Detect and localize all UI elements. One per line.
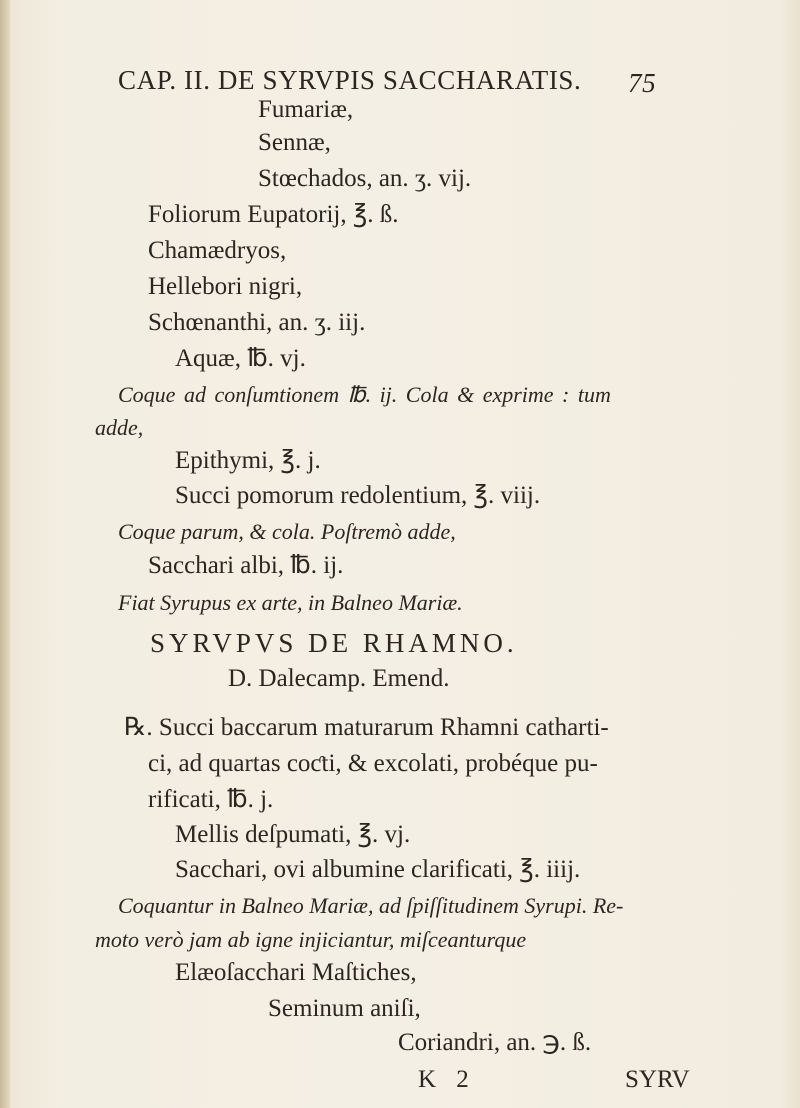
text-line: ℞. Succi baccarum maturarum Rhamni catharti- xyxy=(124,714,609,741)
signature-mark: K 2 xyxy=(418,1066,469,1093)
text-line: Hellebori nigri, xyxy=(148,273,303,300)
running-head: CAP. II. DE SYRVPIS SACCHARATIS. xyxy=(118,65,582,95)
binding-edge xyxy=(0,0,10,1108)
text-line: Sennæ, xyxy=(258,129,331,156)
text-line: Fumariæ, xyxy=(258,96,354,123)
text-line: rificati, ℔. j. xyxy=(148,786,274,813)
text-line: Coquantur in Balneo Mariæ, ad ſpiſſitudinem Syrupi. Re- xyxy=(118,893,624,918)
text-line: Sacchari, ovi albumine clarificati, ℥. iiij. xyxy=(175,856,581,883)
section-subtitle: D. Dalecamp. Emend. xyxy=(228,665,450,692)
text-line: Schœnanthi, an. ʒ. iij. xyxy=(148,309,366,336)
text-line: Coriandri, an. ℈. ß. xyxy=(398,1029,592,1056)
text-line: Elæoſacchari Maſtiches, xyxy=(175,959,417,986)
text-line: ci, ad quartas coƈti, & excolati, probéque pu- xyxy=(148,750,598,777)
text-line: Foliorum Eupatorij, ℥. ß. xyxy=(148,201,399,228)
text-line: Aquæ, ℔. vj. xyxy=(175,345,306,372)
text-line: moto verò jam ab igne injiciantur, miſceanturque xyxy=(95,927,527,952)
text-line: Chamædryos, xyxy=(148,237,287,264)
page-number: 75 xyxy=(628,68,657,98)
section-title: SYRVPVS DE RHAMNO. xyxy=(150,628,518,658)
text-line: Sacchari albi, ℔. ij. xyxy=(148,552,344,579)
text-line: adde, xyxy=(95,415,144,440)
text-line: Seminum aniſi, xyxy=(268,995,421,1022)
text-line: Epithymi, ℥. j. xyxy=(175,447,321,474)
text-line: Succi pomorum redolentium, ℥. viij. xyxy=(175,482,541,509)
catchword: SYRV xyxy=(625,1066,690,1093)
text-line: Coque parum, & cola. Poſtremò adde, xyxy=(118,519,456,544)
text-line: Mellis deſpumati, ℥. vj. xyxy=(175,821,411,848)
text-line: Stœchados, an. ʒ. vij. xyxy=(258,165,472,192)
text-line: Coque ad conſumtionem ℔. ij. Cola & exprime : tum xyxy=(118,382,611,407)
text-line: Fiat Syrupus ex arte, in Balneo Mariæ. xyxy=(118,590,463,615)
